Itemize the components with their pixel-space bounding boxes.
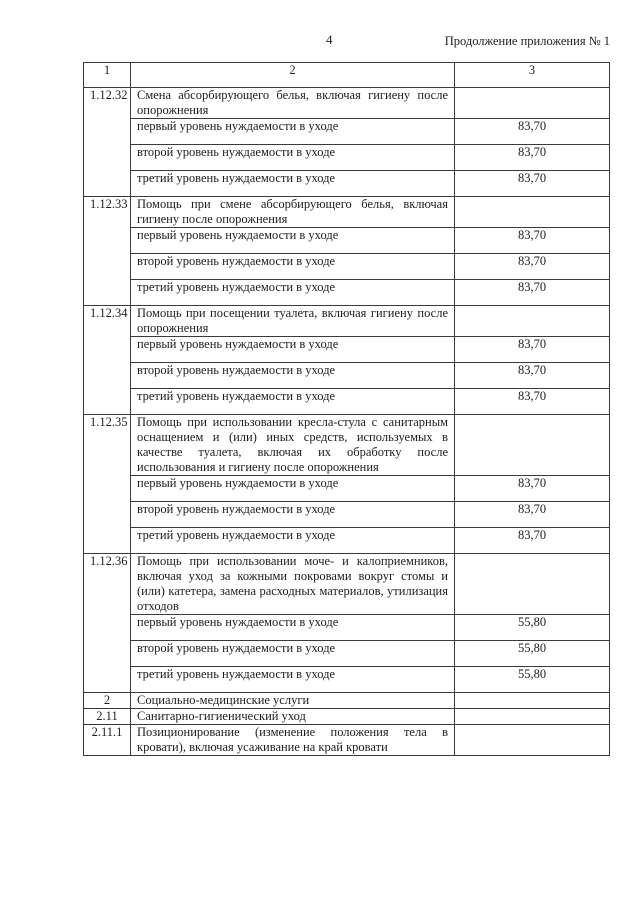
section-code: 1.12.36 [84, 554, 131, 693]
price-value: 83,70 [455, 228, 610, 254]
price-value: 83,70 [455, 337, 610, 363]
table-row [84, 228, 610, 254]
table-header-row [84, 63, 610, 88]
section-title: Помощь при использовании кресла-стула с санитарным оснащением и (или) иных средств, используемых в качестве туалета, включая их обработку после использования и гигиену после опорожнения [131, 415, 455, 476]
section-code: 2.11 [84, 709, 131, 725]
table-row [84, 709, 610, 725]
table-row [84, 725, 610, 756]
level-label: второй уровень нуждаемости в уходе [131, 145, 455, 171]
section-code: 2 [84, 693, 131, 709]
continuation-label: Продолжение приложения № 1 [444, 34, 610, 48]
level-label: третий уровень нуждаемости в уходе [131, 280, 455, 306]
section-code: 1.12.35 [84, 415, 131, 554]
table-row [84, 119, 610, 145]
section-title-row [84, 197, 610, 228]
table-row [84, 389, 610, 415]
section-code: 2.11.1 [84, 725, 131, 756]
section-code: 1.12.32 [84, 88, 131, 197]
price-value: 83,70 [455, 476, 610, 502]
empty-cell [455, 725, 610, 756]
table-row [84, 667, 610, 693]
empty-cell [455, 554, 610, 615]
level-label: третий уровень нуждаемости в уходе [131, 667, 455, 693]
section-title: Помощь при смене абсорбирующего белья, включая гигиену после опорожнения [131, 197, 455, 228]
price-value: 83,70 [455, 389, 610, 415]
empty-cell [455, 197, 610, 228]
table-row [84, 145, 610, 171]
section-title: Позиционирование (изменение положения тела в кровати), включая усаживание на край кровати [131, 725, 455, 756]
table-row [84, 693, 610, 709]
section-code: 1.12.34 [84, 306, 131, 415]
section-title: Помощь при использовании моче- и калоприемников, включая уход за кожными покровами вокруг стомы и (или) катетера, замена расходных материалов, утилизация отходов [131, 554, 455, 615]
level-label: первый уровень нуждаемости в уходе [131, 228, 455, 254]
table-row [84, 337, 610, 363]
section-code: 1.12.33 [84, 197, 131, 306]
level-label: первый уровень нуждаемости в уходе [131, 476, 455, 502]
table-row [84, 641, 610, 667]
section-title-row [84, 88, 610, 119]
section-title-row [84, 554, 610, 615]
empty-cell [455, 415, 610, 476]
empty-cell [455, 88, 610, 119]
table-row [84, 171, 610, 197]
level-label: первый уровень нуждаемости в уходе [131, 337, 455, 363]
column-header-2: 2 [131, 63, 455, 88]
price-value: 83,70 [455, 171, 610, 197]
section-title: Санитарно-гигиенический уход [131, 709, 455, 725]
section-title-row [84, 415, 610, 476]
column-header-3: 3 [455, 63, 610, 88]
services-table [83, 62, 610, 756]
section-title: Помощь при посещении туалета, включая гигиену после опорожнения [131, 306, 455, 337]
price-value: 83,70 [455, 363, 610, 389]
table-row [84, 528, 610, 554]
level-label: второй уровень нуждаемости в уходе [131, 641, 455, 667]
level-label: третий уровень нуждаемости в уходе [131, 528, 455, 554]
price-value: 83,70 [455, 502, 610, 528]
table-row [84, 254, 610, 280]
price-value: 83,70 [455, 254, 610, 280]
table-row [84, 615, 610, 641]
price-value: 83,70 [455, 119, 610, 145]
level-label: второй уровень нуждаемости в уходе [131, 502, 455, 528]
page-number: 4 [326, 32, 333, 47]
price-value: 83,70 [455, 528, 610, 554]
price-value: 83,70 [455, 280, 610, 306]
price-value: 55,80 [455, 615, 610, 641]
price-value: 83,70 [455, 145, 610, 171]
price-value: 55,80 [455, 667, 610, 693]
table-row [84, 502, 610, 528]
price-value: 55,80 [455, 641, 610, 667]
section-title: Социально-медицинские услуги [131, 693, 455, 709]
empty-cell [455, 693, 610, 709]
level-label: третий уровень нуждаемости в уходе [131, 389, 455, 415]
empty-cell [455, 709, 610, 725]
empty-cell [455, 306, 610, 337]
level-label: третий уровень нуждаемости в уходе [131, 171, 455, 197]
level-label: второй уровень нуждаемости в уходе [131, 363, 455, 389]
level-label: первый уровень нуждаемости в уходе [131, 119, 455, 145]
section-title-row [84, 306, 610, 337]
table-row [84, 476, 610, 502]
level-label: второй уровень нуждаемости в уходе [131, 254, 455, 280]
table-row [84, 280, 610, 306]
level-label: первый уровень нуждаемости в уходе [131, 615, 455, 641]
section-title: Смена абсорбирующего белья, включая гигиену после опорожнения [131, 88, 455, 119]
column-header-1: 1 [84, 63, 131, 88]
table-row [84, 363, 610, 389]
